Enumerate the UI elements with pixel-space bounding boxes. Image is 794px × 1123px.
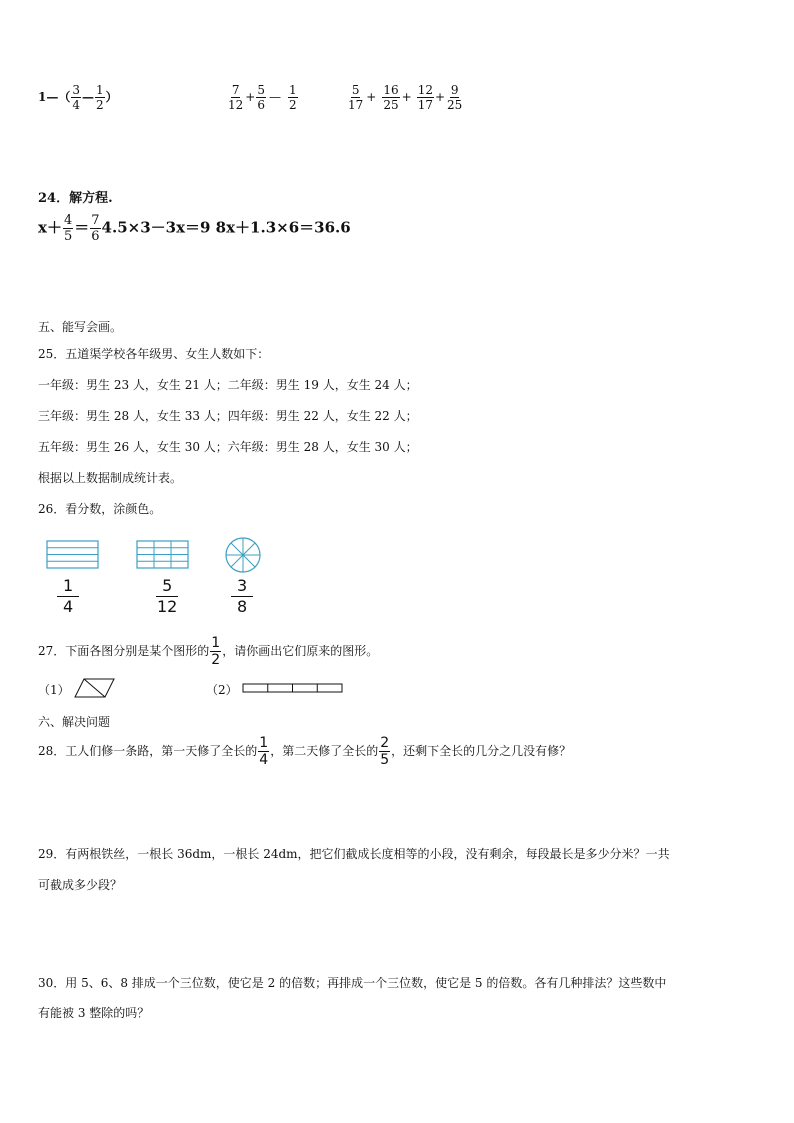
- fraction-label-3: [230, 578, 254, 615]
- fraction: [90, 214, 100, 243]
- denominator: 4: [259, 752, 269, 768]
- figure-label-1: （1）: [38, 683, 70, 697]
- figure-rect-4-parts: [46, 540, 100, 570]
- numerator: 1: [57, 578, 79, 597]
- question-24-equations: [38, 214, 351, 243]
- fraction: [256, 84, 266, 111]
- question-30-line-2: 有能被 3 整除的吗？: [38, 1006, 150, 1020]
- expr-text: ）: [105, 90, 118, 104]
- operator: —: [268, 90, 281, 104]
- numerator: 1: [259, 735, 269, 751]
- question-25-line: 五年级：男生 26 人，女生 30 人；六年级：男生 28 人，女生 30 人；: [38, 440, 418, 454]
- section-6-heading: 六、解决问题: [38, 715, 111, 729]
- figure-segmented-strip: [242, 683, 344, 695]
- denominator: 5: [380, 752, 390, 768]
- question-30-line-1: 30．用 5、6、8 排成一个三位数，使它是 2 的倍数；再排成一个三位数，使它是 5 的倍数。各有几种排法？这些数中: [38, 976, 667, 990]
- numerator: 7: [231, 83, 240, 97]
- fraction: [71, 84, 81, 111]
- fraction: [210, 636, 221, 667]
- numerator: 5: [156, 578, 178, 597]
- fraction: [382, 84, 399, 111]
- fraction-label-2: [150, 578, 184, 615]
- denominator: 17: [417, 98, 433, 112]
- denominator: 12: [228, 98, 244, 112]
- figure-circle-8-parts: [224, 536, 262, 574]
- fraction: [95, 84, 105, 111]
- denominator: 17: [348, 98, 364, 112]
- expr-1: [38, 84, 118, 111]
- numerator: 1: [211, 635, 221, 651]
- numerator: 9: [450, 83, 459, 97]
- numerator: 4: [63, 213, 73, 228]
- denominator: 2: [288, 98, 297, 112]
- fraction: [57, 578, 79, 615]
- fraction: [63, 214, 73, 243]
- operator: +: [366, 90, 377, 104]
- equation-text: ＝: [74, 218, 90, 237]
- denominator: 2: [211, 652, 221, 668]
- numerator: 7: [91, 213, 100, 228]
- question-25-line: 一年级：男生 23 人，女生 21 人；二年级：男生 19 人，女生 24 人；: [38, 378, 418, 392]
- fraction-label-1: [56, 578, 80, 615]
- equation-text: x＋: [38, 218, 62, 237]
- section-5-heading: 五、能写会画。: [38, 320, 123, 334]
- expr-2: [226, 84, 299, 111]
- denominator: 4: [72, 98, 80, 112]
- denominator: 12: [157, 597, 178, 616]
- question-text: 27．下面各图分别是某个图形的: [38, 644, 210, 658]
- fraction: [288, 84, 298, 111]
- question-28-text: [38, 736, 571, 767]
- denominator: 2: [96, 98, 104, 112]
- numerator: 12: [417, 83, 433, 97]
- question-25-title: 25．五道渠学校各年级男、女生人数如下：: [38, 347, 270, 361]
- question-text: ，还剩下全长的几分之几没有修？: [391, 744, 572, 758]
- equation-text: 4.5×3－3x＝9 8x＋1.3×6＝36.6: [101, 218, 351, 237]
- question-27-text: [38, 636, 378, 667]
- operator: +: [245, 90, 256, 104]
- fraction: [231, 578, 253, 615]
- question-text: 28．工人们修一条路，第一天修了全长的: [38, 744, 258, 758]
- fraction: [258, 736, 269, 767]
- denominator: 25: [447, 98, 463, 112]
- numerator: 2: [380, 735, 390, 751]
- denominator: 25: [383, 98, 399, 112]
- denominator: 6: [257, 98, 265, 112]
- denominator: 8: [237, 597, 248, 616]
- operator: —: [82, 90, 94, 104]
- question-29-line-2: 可截成多少段？: [38, 878, 123, 892]
- question-26-title: 26．看分数，涂颜色。: [38, 502, 162, 516]
- numerator: 16: [383, 83, 399, 97]
- diagonal-line: [84, 679, 105, 697]
- question-text: ，第二天修了全长的: [270, 744, 379, 758]
- question-text: ，请你画出它们原来的图形。: [222, 644, 379, 658]
- question-25-line: 根据以上数据制成统计表。: [38, 471, 183, 485]
- figure-rect-12-parts: [136, 540, 190, 570]
- denominator: 4: [63, 597, 74, 616]
- numerator: 1: [96, 83, 104, 97]
- numerator: 3: [72, 83, 80, 97]
- numerator: 5: [257, 83, 265, 97]
- expr-3: [346, 84, 464, 111]
- question-25-line: 三年级：男生 28 人，女生 33 人；四年级：男生 22 人，女生 22 人；: [38, 409, 418, 423]
- operator: +: [434, 90, 446, 104]
- fraction: [347, 84, 364, 111]
- figure-parallelogram-half: [74, 677, 116, 699]
- numerator: 5: [351, 83, 360, 97]
- expr-text: 1—（: [38, 90, 71, 104]
- fraction: [227, 84, 244, 111]
- figure-label-2: （2）: [206, 683, 238, 697]
- fraction: [417, 84, 434, 111]
- fraction: [446, 84, 463, 111]
- numerator: 1: [288, 83, 297, 97]
- denominator: 6: [91, 229, 100, 244]
- numerator: 3: [231, 578, 253, 597]
- question-24-title: 24．解方程.: [38, 191, 113, 206]
- denominator: 5: [63, 229, 73, 244]
- question-29-line-1: 29．有两根铁丝，一根长 36dm，一根长 24dm，把它们截成长度相等的小段，没有剩余，每段最长是多少分米？一共: [38, 847, 670, 861]
- fraction: [379, 736, 390, 767]
- operator: +: [401, 90, 412, 104]
- fraction: [151, 578, 183, 615]
